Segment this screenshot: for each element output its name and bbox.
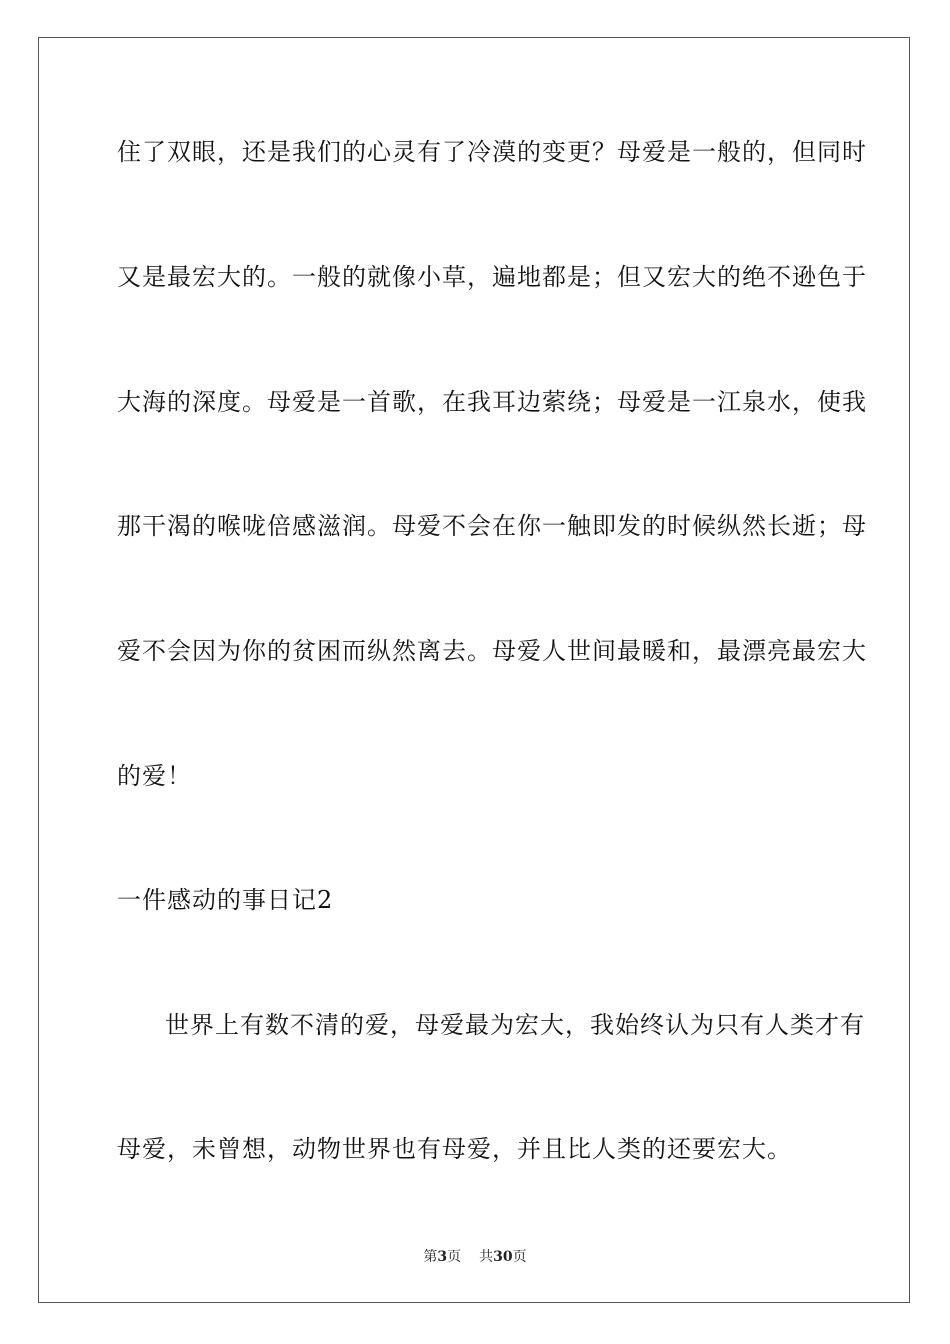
body-line-1: 住了双眼，还是我们的心灵有了冷漠的变更？母爱是一般的，但同时 <box>117 138 867 166</box>
body-line-2: 又是最宏大的。一般的就像小草，遍地都是；但又宏大的绝不逊色于 <box>117 263 867 291</box>
footer-page-suffix: 页 <box>447 1249 462 1265</box>
body-line-5: 爱不会因为你的贫困而纵然离去。母爱人世间最暖和，最漂亮最宏大 <box>117 637 867 665</box>
body-line-4: 那干渴的喉咙倍感滋润。母爱不会在你一触即发的时候纵然长逝；母 <box>117 512 867 540</box>
footer-page-number: 3 <box>437 1249 448 1265</box>
paragraph2-line-1: 世界上有数不清的爱，母爱最为宏大，我始终认为只有人类才有 <box>165 1011 865 1039</box>
footer-total-pages: 30 <box>493 1249 513 1265</box>
footer-total-suffix: 页 <box>512 1249 527 1265</box>
page-border <box>38 37 910 1303</box>
section-heading: 一件感动的事日记2 <box>117 886 334 914</box>
footer-page-prefix: 第 <box>423 1249 438 1265</box>
paragraph2-line-2: 母爱，未曾想，动物世界也有母爱，并且比人类的还要宏大。 <box>117 1135 792 1163</box>
body-line-6: 的爱！ <box>117 762 192 790</box>
page-footer <box>0 1248 950 1266</box>
footer-total-prefix: 共 <box>479 1249 494 1265</box>
body-line-3: 大海的深度。母爱是一首歌，在我耳边萦绕；母爱是一江泉水，使我 <box>117 388 867 416</box>
